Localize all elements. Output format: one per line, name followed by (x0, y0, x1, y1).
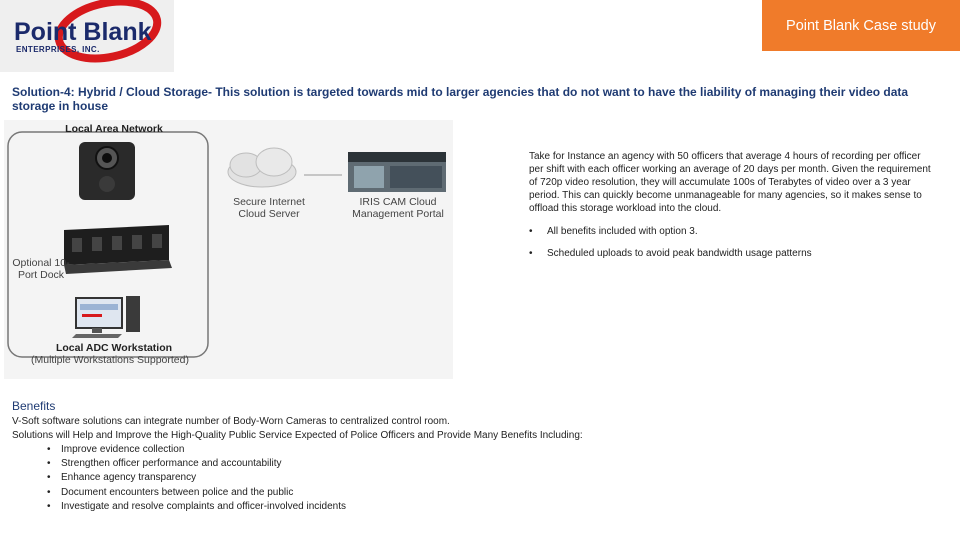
bullet-marker: • (529, 226, 533, 237)
benefit-item (47, 444, 184, 455)
cloud-label: Secure Internet Cloud Server (233, 196, 305, 220)
dock-label: Optional 10-Port Dock (12, 257, 70, 281)
header-badge-label: Point Blank Case study (786, 17, 936, 34)
right-bullet-text: All benefits included with option 3. (547, 226, 698, 237)
solution-title: Solution-4: Hybrid / Cloud Storage- This solution is targeted towards mid to larger agencies that do not want to have the liability of managing their video data storage in house (12, 85, 909, 113)
bullet-marker: • (47, 487, 51, 498)
company-logo (0, 0, 174, 72)
benefits-intro: V-Soft software solutions can integrate number of Body-Worn Cameras to centralized control room. (12, 416, 450, 427)
lan-label: Local Area Network (65, 123, 163, 135)
right-bullet-text: Scheduled uploads to avoid peak bandwidth usage patterns (547, 248, 812, 259)
benefit-item (47, 501, 346, 512)
logo-subtitle: ENTERPRISES, INC. (16, 45, 100, 54)
portal-screenshot (348, 152, 446, 192)
portal-label: IRIS CAM Cloud Management Portal (352, 196, 444, 220)
benefit-item (47, 458, 282, 469)
bullet-marker: • (529, 248, 533, 259)
workstation-icon (72, 296, 140, 338)
benefit-text: Strengthen officer performance and accountability (61, 458, 282, 469)
diagram-graphic (4, 120, 453, 379)
workstation-label: Local ADC Workstation (55, 342, 173, 354)
storage-paragraph: Take for Instance an agency with 50 officers that average 4 hours of recording per officer per shift with each officer working an average of 20 days per month. Given the requirement of 720p video resolution, they will accumulate 100s of Terabytes of video over a 3 year period. This can quickly become unmanageable for many agencies, so it makes sense to offload this storage workload into the cloud. (529, 151, 931, 214)
logo-graphic (0, 0, 174, 72)
benefit-text: Investigate and resolve complaints and officer-involved incidents (61, 501, 346, 512)
benefit-item (47, 472, 196, 483)
bullet-marker: • (47, 501, 51, 512)
bullet-marker: • (47, 472, 51, 483)
dock-icon (64, 225, 172, 274)
benefit-text: Improve evidence collection (61, 444, 185, 455)
cloud-icon (228, 148, 296, 187)
benefit-text: Enhance agency transparency (61, 472, 197, 483)
network-diagram (4, 120, 453, 379)
benefits-heading: Benefits (12, 399, 56, 413)
benefit-item (47, 487, 293, 498)
bullet-marker: • (47, 458, 51, 469)
bullet-marker: • (47, 444, 51, 455)
benefits-subintro: Solutions will Help and Improve the High-Quality Public Service Expected of Police Officers and Provide Many Benefits Including: (12, 430, 583, 441)
logo-wordmark: Point Blank (14, 18, 152, 46)
benefit-text: Document encounters between police and the public (61, 487, 294, 498)
workstation-note: (Multiple Workstations Supported) (31, 354, 189, 366)
body-camera-icon (79, 142, 135, 200)
header-badge (762, 0, 960, 51)
